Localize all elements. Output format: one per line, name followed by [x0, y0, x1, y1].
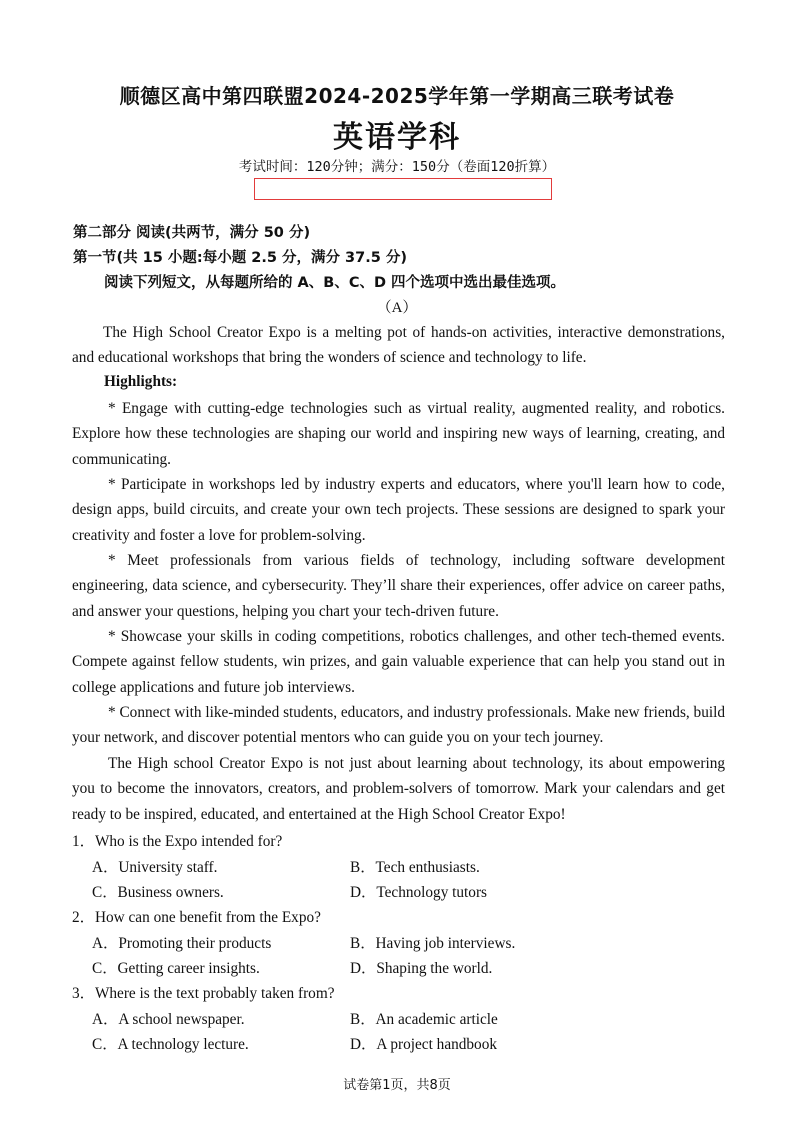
question-1-option-b[interactable]: B．Tech enthusiasts.	[350, 859, 480, 876]
question-3: 3．Where is the text probably taken from?	[72, 985, 335, 1002]
question-3-option-d[interactable]: D．A project handbook	[350, 1036, 497, 1053]
question-2-option-c[interactable]: C．Getting career insights.	[92, 960, 260, 977]
redaction-box	[254, 178, 552, 200]
instruction-text: 阅读下列短文，从每题所给的 A、B、C、D 四个选项中选出最佳选项。	[104, 275, 566, 291]
question-2: 2．How can one benefit from the Expo?	[72, 909, 321, 926]
highlight-bullet-3: * Meet professionals from various fields of technology, including software development engineering, data science, and cybersecurity. They’ll share their experiences, offer advice on career paths, and answer your questions, helping you chart your tech-driven future.	[72, 552, 725, 620]
question-2-option-a[interactable]: A．Promoting their products	[92, 935, 272, 952]
question-1-option-a[interactable]: A．University staff.	[92, 859, 218, 876]
highlight-bullet-5: * Connect with like-minded students, educators, and industry professionals. Make new friends, build your network, and discover potential mentors who can guide you on your tech journey.	[72, 704, 725, 747]
question-3-option-a[interactable]: A．A school newspaper.	[92, 1011, 245, 1028]
subsection-heading: 第一节(共 15 小题:每小题 2.5 分，满分 37.5 分)	[73, 250, 407, 266]
question-2-option-b[interactable]: B．Having job interviews.	[350, 935, 516, 952]
passage-closing: The High school Creator Expo is not just about learning about technology, its about empowering you to become the innovators, creators, and problem-solvers of tomorrow. Mark your calendars and get ready to be inspired, educated, and entertained at the High School Creator Expo!	[72, 755, 725, 823]
question-2-option-d[interactable]: D．Shaping the world.	[350, 960, 493, 977]
question-1-option-c[interactable]: C．Business owners.	[92, 884, 224, 901]
question-1-option-d[interactable]: D．Technology tutors	[350, 884, 488, 901]
subject-title: 英语学科	[333, 120, 461, 155]
highlights-label: Highlights:	[104, 373, 178, 390]
page-footer: 试卷第1页，共8页	[343, 1078, 451, 1093]
highlight-bullet-4: * Showcase your skills in coding competitions, robotics challenges, and other tech-themed events. Compete against fellow students, win prizes, and gain valuable experience that can help you stand out in college applications and future job interviews.	[72, 628, 725, 696]
passage-label: （A）	[376, 300, 418, 316]
highlight-bullet-1: * Engage with cutting-edge technologies such as virtual reality, augmented reality, and robotics. Explore how these technologies are shaping our world and inspiring new ways of learning, creating, and communicating.	[72, 400, 725, 468]
passage-intro: The High School Creator Expo is a melting pot of hands-on activities, interactive demonstrations, and educational workshops that bring the wonders of science and technology to life.	[72, 324, 725, 367]
question-3-option-c[interactable]: C．A technology lecture.	[92, 1036, 249, 1053]
question-3-option-b[interactable]: B．An academic article	[350, 1011, 498, 1028]
question-1: 1．Who is the Expo intended for?	[72, 833, 283, 850]
part-heading: 第二部分 阅读(共两节，满分 50 分)	[73, 225, 311, 241]
highlight-bullet-2: * Participate in workshops led by industry experts and educators, where you'll learn how to code, design apps, build circuits, and create your own tech projects. These sessions are designed to spark your creativity and foster a love for problem-solving.	[72, 476, 725, 544]
exam-title: 顺德区高中第四联盟2024-2025学年第一学期高三联考试卷	[119, 84, 675, 108]
exam-info: 考试时间：120分钟；满分：150分（卷面120折算）	[238, 159, 556, 175]
